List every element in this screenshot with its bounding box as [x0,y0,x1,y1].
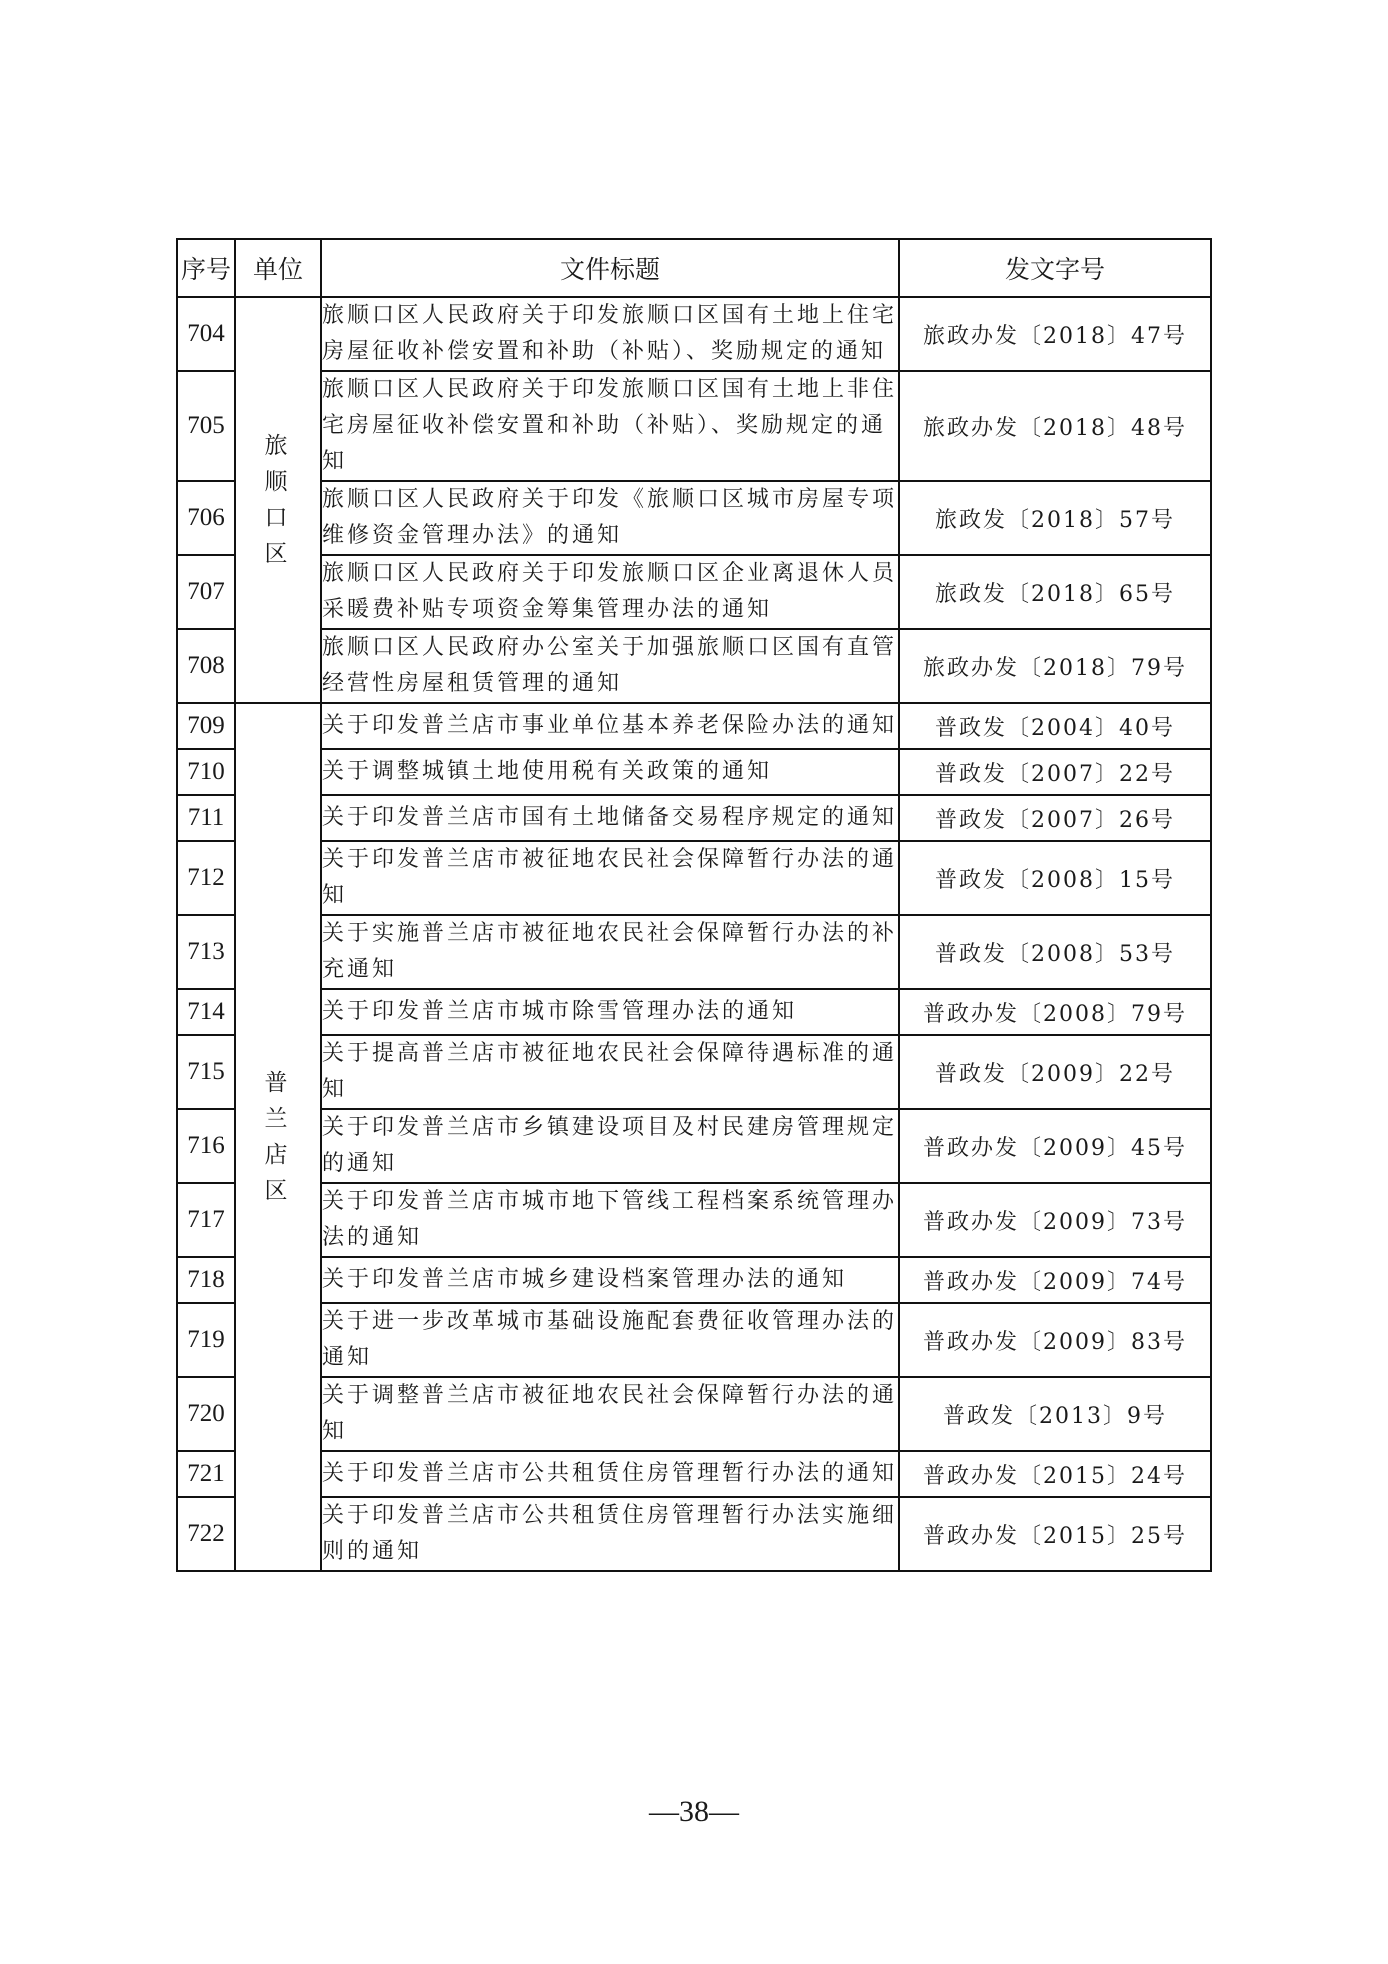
table-row [177,703,1211,749]
unit-label: 旅顺口区 [264,433,292,567]
row-title: 旅顺口区人民政府办公室关于加强旅顺口区国有直管经营性房屋租赁管理的通知 [321,629,899,703]
row-seq: 717 [177,1183,235,1257]
header-title: 文件标题 [321,239,899,297]
row-doc-no: 旅政办发〔2018〕48号 [899,371,1211,481]
row-seq: 721 [177,1451,235,1497]
table-row [177,915,1211,989]
row-title: 关于印发普兰店市城市地下管线工程档案系统管理办法的通知 [321,1183,899,1257]
row-doc-no: 普政办发〔2015〕24号 [899,1451,1211,1497]
row-doc-no: 普政办发〔2008〕79号 [899,989,1211,1035]
row-unit [235,297,321,703]
table-header-row [177,239,1211,297]
row-seq: 716 [177,1109,235,1183]
table-row [177,297,1211,371]
row-seq: 712 [177,841,235,915]
row-title: 关于调整城镇土地使用税有关政策的通知 [321,749,899,795]
table-row [177,1109,1211,1183]
row-title: 关于印发普兰店市乡镇建设项目及村民建房管理规定的通知 [321,1109,899,1183]
table-row [177,555,1211,629]
row-title: 关于调整普兰店市被征地农民社会保障暂行办法的通知 [321,1377,899,1451]
row-title: 关于印发普兰店市事业单位基本养老保险办法的通知 [321,703,899,749]
row-title: 关于印发普兰店市城市除雪管理办法的通知 [321,989,899,1035]
row-doc-no: 普政办发〔2015〕25号 [899,1497,1211,1571]
row-doc-no: 普政发〔2007〕26号 [899,795,1211,841]
row-title: 关于印发普兰店市公共租赁住房管理暂行办法实施细则的通知 [321,1497,899,1571]
row-doc-no: 旅政发〔2018〕57号 [899,481,1211,555]
row-doc-no: 普政发〔2009〕22号 [899,1035,1211,1109]
row-doc-no: 普政办发〔2009〕83号 [899,1303,1211,1377]
row-seq: 722 [177,1497,235,1571]
table-row [177,795,1211,841]
unit-label: 普兰店区 [264,1070,292,1204]
row-doc-no: 普政办发〔2009〕45号 [899,1109,1211,1183]
regulation-table [176,238,1212,1572]
row-title: 关于印发普兰店市城乡建设档案管理办法的通知 [321,1257,899,1303]
row-title: 旅顺口区人民政府关于印发旅顺口区国有土地上非住宅房屋征收补偿安置和补助（补贴）、奖励规定的通知 [321,371,899,481]
row-seq: 714 [177,989,235,1035]
row-seq: 705 [177,371,235,481]
row-doc-no: 普政办发〔2009〕73号 [899,1183,1211,1257]
row-title: 关于实施普兰店市被征地农民社会保障暂行办法的补充通知 [321,915,899,989]
row-title: 旅顺口区人民政府关于印发《旅顺口区城市房屋专项维修资金管理办法》的通知 [321,481,899,555]
row-seq: 707 [177,555,235,629]
row-seq: 719 [177,1303,235,1377]
row-doc-no: 普政发〔2004〕40号 [899,703,1211,749]
table-row [177,1257,1211,1303]
row-unit [235,703,321,1571]
table-row [177,371,1211,481]
row-seq: 709 [177,703,235,749]
row-doc-no: 旅政发〔2018〕65号 [899,555,1211,629]
row-title: 关于进一步改革城市基础设施配套费征收管理办法的通知 [321,1303,899,1377]
header-unit: 单位 [235,239,321,297]
header-seq: 序号 [177,239,235,297]
row-title: 关于印发普兰店市公共租赁住房管理暂行办法的通知 [321,1451,899,1497]
table-row [177,1303,1211,1377]
header-doc-no: 发文字号 [899,239,1211,297]
row-doc-no: 旅政办发〔2018〕79号 [899,629,1211,703]
table-row [177,1497,1211,1571]
row-seq: 715 [177,1035,235,1109]
row-title: 旅顺口区人民政府关于印发旅顺口区国有土地上住宅房屋征收补偿安置和补助（补贴）、奖励规定的通知 [321,297,899,371]
row-seq: 710 [177,749,235,795]
row-seq: 704 [177,297,235,371]
table-row [177,1035,1211,1109]
row-doc-no: 旅政办发〔2018〕47号 [899,297,1211,371]
page-number: —38— [649,1795,739,1828]
table-row [177,629,1211,703]
row-seq: 711 [177,795,235,841]
row-doc-no: 普政发〔2008〕53号 [899,915,1211,989]
row-seq: 708 [177,629,235,703]
row-title: 关于印发普兰店市国有土地储备交易程序规定的通知 [321,795,899,841]
row-title: 关于提高普兰店市被征地农民社会保障待遇标准的通知 [321,1035,899,1109]
table-row [177,749,1211,795]
table-row [177,841,1211,915]
row-seq: 718 [177,1257,235,1303]
table-row [177,1377,1211,1451]
table-row [177,989,1211,1035]
table-row [177,481,1211,555]
table-row [177,1183,1211,1257]
row-doc-no: 普政发〔2008〕15号 [899,841,1211,915]
row-doc-no: 普政办发〔2009〕74号 [899,1257,1211,1303]
row-doc-no: 普政发〔2007〕22号 [899,749,1211,795]
row-seq: 706 [177,481,235,555]
table-row [177,1451,1211,1497]
row-seq: 713 [177,915,235,989]
row-seq: 720 [177,1377,235,1451]
row-title: 关于印发普兰店市被征地农民社会保障暂行办法的通知 [321,841,899,915]
row-title: 旅顺口区人民政府关于印发旅顺口区企业离退休人员采暖费补贴专项资金筹集管理办法的通知 [321,555,899,629]
row-doc-no: 普政发〔2013〕9号 [899,1377,1211,1451]
